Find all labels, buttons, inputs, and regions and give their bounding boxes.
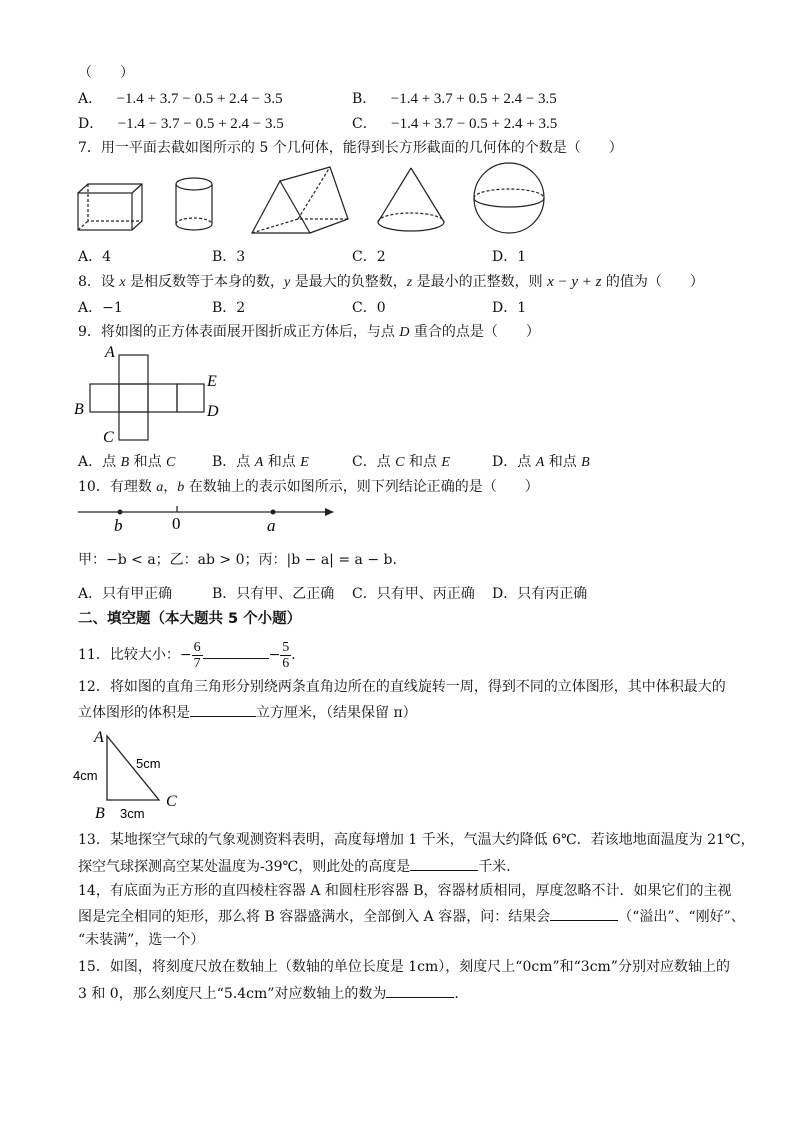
point-label: E: [300, 455, 309, 470]
q12-line1: 12．将如图的直角三角形分别绕两条直角边所在的直线旋转一周，得到不同的立体图形，其中体积最大的: [78, 679, 726, 695]
net-label-a: A: [105, 344, 115, 361]
option-expression: −1.4 + 3.7 − 0.5 + 2.4 − 3.5: [116, 91, 283, 107]
answer-blank[interactable]: [410, 856, 478, 871]
stem-text: 是相反数等于本身的数，: [125, 274, 285, 290]
denominator: 7: [193, 655, 201, 671]
option-letter: B．: [352, 91, 377, 107]
option-text: A．点: [78, 454, 121, 470]
stem-text: 探空气球探测高空某处温度为-39℃，则此处的高度是: [78, 859, 411, 875]
minus-sign: −: [179, 647, 192, 663]
option-letter: C．: [352, 116, 377, 132]
q15-line2: [78, 983, 468, 1003]
stem-text: ，: [163, 479, 178, 495]
point-label: A: [254, 455, 264, 470]
axis-label-zero: 0: [172, 514, 181, 533]
q10-option-b[interactable]: B．只有甲、乙正确: [212, 586, 335, 602]
option-text: C．点: [352, 454, 396, 470]
q6-paren: （ ）: [78, 65, 134, 81]
q14-line1: 14，有底面为正方形的直四棱柱容器 A 和圆柱形容器 B，容器材质相同，厚度忽略不计．如果它们的主视: [78, 883, 732, 899]
point-label: C: [166, 455, 176, 470]
vertex-label-c: C: [166, 793, 177, 810]
axis-label-b: b: [114, 516, 123, 535]
q13-line1: 13．某地探空气球的气象观测资料表明，高度每增加 1 千米，气温大约降低 6℃．若该地地面温度为 21℃，: [78, 832, 755, 848]
q13-line2: [78, 856, 520, 876]
stem-text: 3 和 0，那么刻度尺上“5.4cm”对应数轴上的数为: [78, 986, 387, 1002]
point-label: A: [535, 455, 545, 470]
side-label-bottom: 3cm: [120, 806, 145, 821]
net-label-d: D: [207, 403, 219, 420]
q10-option-c[interactable]: C．只有甲、丙正确: [352, 586, 475, 602]
stem-text: 是最大的负整数，: [290, 274, 407, 290]
var-y: y: [284, 275, 291, 290]
option-text: 和点: [404, 454, 442, 470]
numerator: 5: [282, 639, 290, 655]
var-x: x: [119, 275, 126, 290]
q8-option-c[interactable]: C．0: [352, 300, 386, 316]
q10-option-d[interactable]: D．只有丙正确: [492, 586, 588, 602]
axis-label-a: a: [267, 516, 276, 535]
var-b: b: [177, 480, 185, 495]
stem-text: 10．有理数: [78, 479, 157, 495]
q7-option-b[interactable]: B．3: [212, 249, 246, 265]
point-label: B: [581, 455, 590, 470]
option-text: B．点: [212, 454, 255, 470]
net-label-c: C: [103, 429, 114, 446]
point-label: C: [395, 455, 405, 470]
stem-text: 11．比较大小：: [78, 647, 180, 663]
var-z: z: [406, 275, 413, 290]
q15-line1: 15．如图，将刻度尺放在数轴上（数轴的单位长度是 1cm），刻度尺上“0cm”和“3cm”分别对应数轴上的: [78, 959, 730, 975]
stem-text: 千米．: [478, 859, 521, 875]
point-label: B: [120, 455, 130, 470]
stem-text: 立方厘米，（结果保留 π）: [256, 705, 417, 721]
q8-option-b[interactable]: B．2: [212, 300, 246, 316]
option-expression: −1.4 + 3.7 + 0.5 + 2.4 − 3.5: [390, 91, 557, 107]
stem-text: 是最小的正整数，则: [412, 274, 548, 290]
option-text: D．点: [492, 454, 536, 470]
point-label: D: [399, 325, 410, 340]
option-text: 和点: [129, 454, 167, 470]
q14-line3: “未装满”，选一个）: [78, 932, 205, 948]
stem-text: （“溢出”、“刚好”、: [618, 909, 745, 925]
answer-blank[interactable]: [550, 906, 618, 921]
numerator: 6: [193, 639, 201, 655]
stem-text: ．: [454, 986, 469, 1002]
option-letter: D．: [78, 116, 104, 132]
stem-text: 重合的点是（ ）: [409, 324, 540, 340]
q7-option-d[interactable]: D．1: [492, 249, 527, 265]
expression: x − y + z: [547, 274, 602, 290]
stem-text: 图是完全相同的矩形，那么将 B 容器盛满水，全部倒入 A 容器，问：结果会: [78, 909, 551, 925]
denominator: 6: [282, 655, 290, 671]
option-expression: −1.4 + 3.7 − 0.5 + 2.4 + 3.5: [391, 116, 558, 132]
side-label-left: 4cm: [73, 768, 98, 783]
q14-line2: [78, 906, 745, 926]
q7-option-c[interactable]: C．2: [352, 249, 386, 265]
option-letter: A．: [78, 91, 103, 107]
q8-option-a[interactable]: A．−1: [78, 300, 123, 316]
side-label-hypotenuse: 5cm: [136, 756, 161, 771]
stem-text: 在数轴上的表示如图所示，则下列结论正确的是（ ）: [184, 479, 539, 495]
q8-option-d[interactable]: D．1: [492, 300, 527, 316]
net-label-e: E: [207, 373, 217, 390]
q10-option-a[interactable]: A．只有甲正确: [78, 586, 173, 602]
option-expression: −1.4 − 3.7 − 0.5 + 2.4 − 3.5: [117, 116, 284, 132]
stem-text: 8．设: [78, 274, 120, 290]
q7-stem: 7．用一平面去截如图所示的 5 个几何体，能得到长方形截面的几何体的个数是（ ）: [78, 140, 623, 156]
stem-text: 立体图形的体积是: [78, 705, 190, 721]
stem-text: ．: [291, 647, 306, 663]
answer-blank[interactable]: [386, 983, 454, 998]
section-title: 二、填空题（本大题共 5 个小题）: [78, 611, 302, 627]
option-text: 和点: [263, 454, 301, 470]
stem-text: 的值为（ ）: [601, 274, 704, 290]
stem-text: 9．将如图的正方体表面展开图折成正方体后，与点: [78, 324, 400, 340]
vertex-label-a: A: [94, 729, 104, 746]
option-text: 和点: [544, 454, 582, 470]
minus-sign: −: [268, 647, 281, 663]
q10-statements: 甲：−b < a；乙：ab > 0；丙：|b − a| = a − b．: [78, 552, 407, 568]
point-label: E: [441, 455, 450, 470]
net-label-b: B: [74, 401, 84, 418]
vertex-label-b: B: [95, 805, 105, 822]
var-a: a: [156, 480, 164, 495]
q7-option-a[interactable]: A．4: [78, 249, 112, 265]
